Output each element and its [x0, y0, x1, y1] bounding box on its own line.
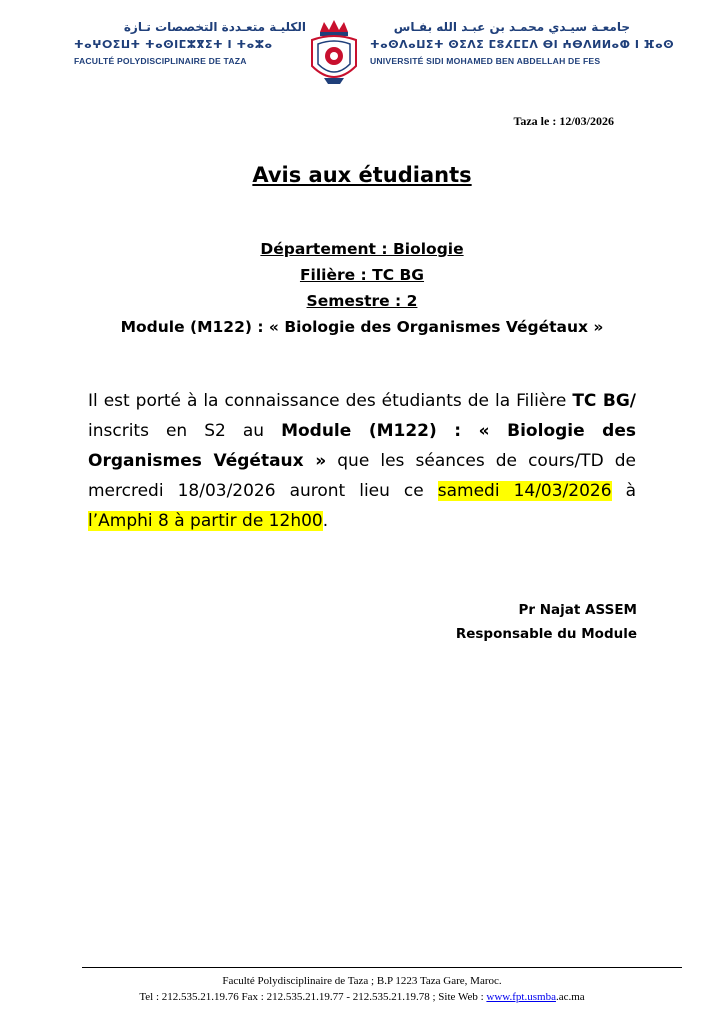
letterhead — [0, 0, 724, 90]
faculty-block — [74, 18, 306, 68]
notice-text-2: inscrits en S2 au — [88, 421, 282, 441]
notice-module: Module (M122) : « Biologie des Organismes Végétaux » — [88, 421, 636, 471]
signatory-role: Responsable du Module — [455, 626, 637, 642]
footer-contacts — [0, 989, 724, 1005]
document-date: Taza le : 12/03/2026 — [513, 114, 614, 128]
filiere-line: Filière : TC BG — [299, 266, 425, 284]
notice-text-1: Il est porté à la connaissance des étudiants de la Filière — [88, 391, 573, 411]
university-name-french: UNIVERSITÉ SIDI MOHAMED BEN ABDELLAH DE FES — [370, 56, 601, 66]
university-name-tifinagh: ⵜⴰⵙⴷⴰⵡⵉⵜ ⵙⵉⴷⵉ ⵎⵓⵃⵎⵎⴷ ⴱⵏ ⵄⴱⴷⵍⵍⴰⵀ ⵏ ⴼⴰⵙ — [370, 38, 675, 51]
university-block — [370, 18, 675, 68]
module-line: Module (M122) : « Biologie des Organismes Végétaux » — [120, 318, 604, 336]
faculty-name-arabic: الكليـة متعـددة التخصصات تـازة — [123, 20, 306, 34]
notice-new-date: samedi 14/03/2026 — [437, 481, 612, 501]
notice-paragraph — [88, 386, 636, 536]
semester-line: Semestre : 2 — [306, 292, 418, 310]
notice-location: l’Amphi 8 à partir de 12h00 — [88, 511, 323, 531]
university-name-arabic: جامعـة سيـدي محمـد بن عبـد الله بفـاس — [393, 20, 630, 34]
faculty-name-tifinagh: ⵜⴰⵖⵔⵉⵡⵜ ⵜⴰⵙⵏⵎⵣⴳⵉⵜ ⵏ ⵜⴰⵣⴰ — [74, 38, 273, 51]
footer — [0, 973, 724, 1005]
faculty-name-french: FACULTÉ POLYDISCIPLINAIRE DE TAZA — [74, 56, 247, 66]
footer-address: Faculté Polydisciplinaire de Taza ; B.P 1223 Taza Gare, Maroc. — [222, 975, 502, 987]
notice-text-4: à — [611, 481, 636, 501]
notice-text-3: que les séances de cours/TD de mercredi 18/03/2026 auront lieu ce — [88, 451, 636, 501]
website-link[interactable]: www.fpt.usmba — [486, 991, 556, 1003]
document-title-wrapper — [0, 163, 724, 187]
signature-block — [456, 598, 637, 646]
notice-filiere: TC BG/ — [572, 391, 636, 411]
footer-domain-suffix: .ac.ma — [555, 991, 585, 1003]
notice-text-5: . — [322, 511, 329, 531]
footer-divider — [82, 967, 682, 968]
university-emblem-icon — [306, 18, 362, 88]
footer-phone-fax: Tel : 212.535.21.19.76 Fax : 212.535.21.19.77 - 212.535.21.19.78 ; Site Web : — [139, 991, 487, 1003]
signatory-name: Pr Najat ASSEM — [518, 602, 637, 618]
department-line: Département : Biologie — [260, 240, 464, 258]
module-info — [0, 236, 724, 340]
document-title: Avis aux étudiants — [252, 163, 472, 187]
